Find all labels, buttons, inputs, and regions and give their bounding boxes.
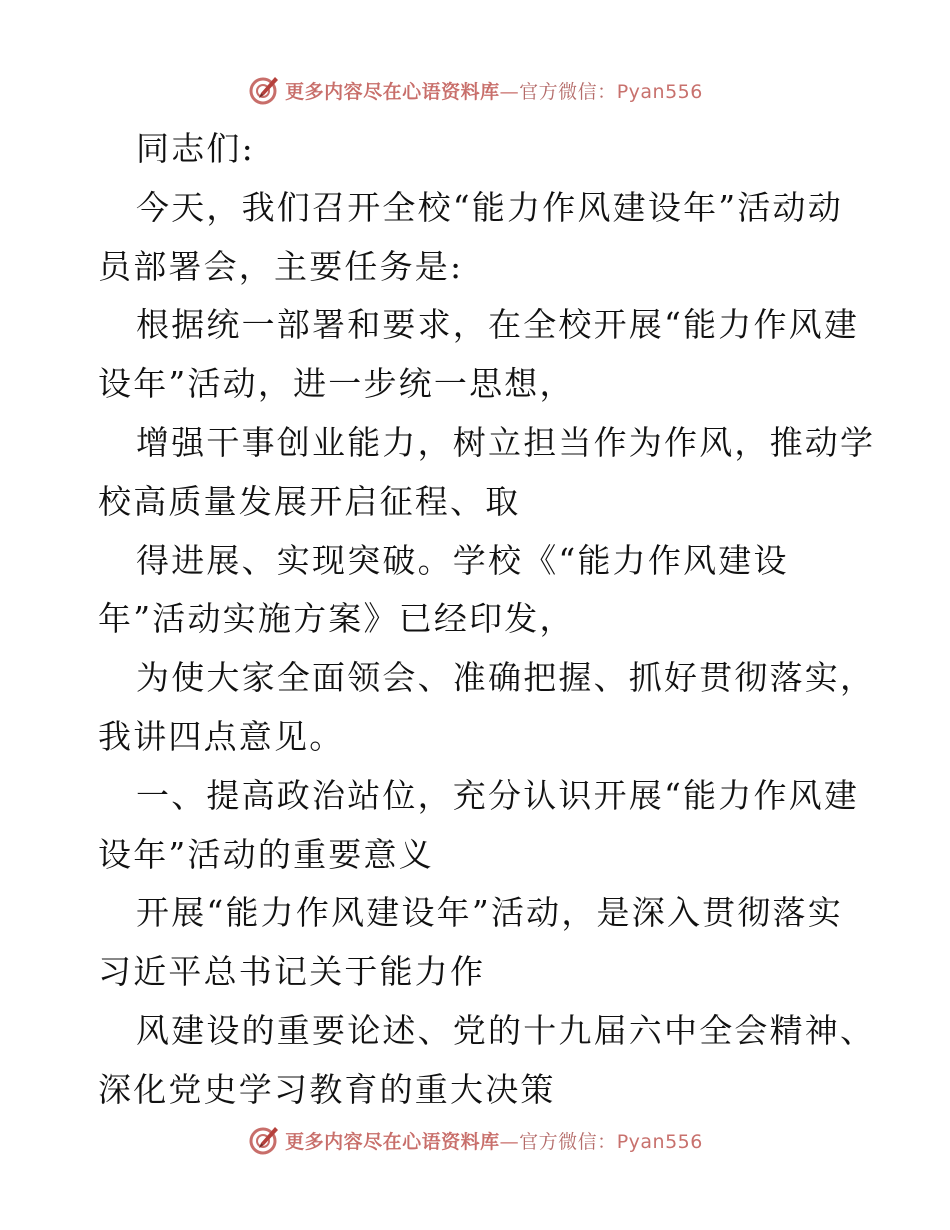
pen-nib-swirl-icon [247,73,281,107]
paragraph-line: 根据统一部署和要求，在全校开展“能力作风建 [136,305,860,345]
watermark-text [285,1127,703,1154]
paragraph-line: 今天，我们召开全校“能力作风建设年”活动动 [136,187,843,227]
paragraph-line: 同志们: [136,129,255,168]
footer-watermark [0,1120,950,1160]
watermark-id: Pyan556 [616,1130,703,1153]
paragraph-line: 增强干事创业能力，树立担当作为作风，推动学 [136,422,876,462]
paragraph-line: 为使大家全面领会、准确把握、抓好贯彻落实， [136,658,876,698]
paragraph-line: 得进展、实现突破。学校《“能力作风建设 [136,540,789,580]
watermark-title: 更多内容尽在心语资料库 [285,1130,500,1153]
paragraph-line: 校高质量发展开启征程、取 [98,481,521,521]
watermark-label: 官方微信： [519,80,617,103]
paragraph-line: 开展“能力作风建设年”活动，是深入贯彻落实 [136,893,843,933]
watermark-title: 更多内容尽在心语资料库 [285,80,500,103]
paragraph-line: 我讲四点意见。 [98,716,345,756]
watermark-dash: — [499,80,520,103]
watermark-text [285,77,703,104]
pen-nib-swirl-icon [247,1123,281,1157]
document-body [98,120,876,1120]
header-watermark [0,70,950,110]
paragraph-line: 设年”活动，进一步统一思想， [98,364,575,404]
paragraph-line: 风建设的重要论述、党的十九届六中全会精神、 [136,1010,876,1050]
paragraph-line: 深化党史学习教育的重大决策 [98,1069,556,1109]
watermark-id: Pyan556 [616,80,703,103]
watermark-label: 官方微信： [519,1130,617,1153]
section-heading-line: 设年”活动的重要意义 [98,834,434,874]
watermark-dash: — [499,1130,520,1153]
paragraph-line: 习近平总书记关于能力作 [98,952,486,992]
paragraph-line: 年”活动实施方案》已经印发， [98,599,575,639]
paragraph-line: 员部署会，主要任务是: [98,246,464,286]
section-heading-line: 一、提高政治站位，充分认识开展“能力作风建 [136,775,860,815]
